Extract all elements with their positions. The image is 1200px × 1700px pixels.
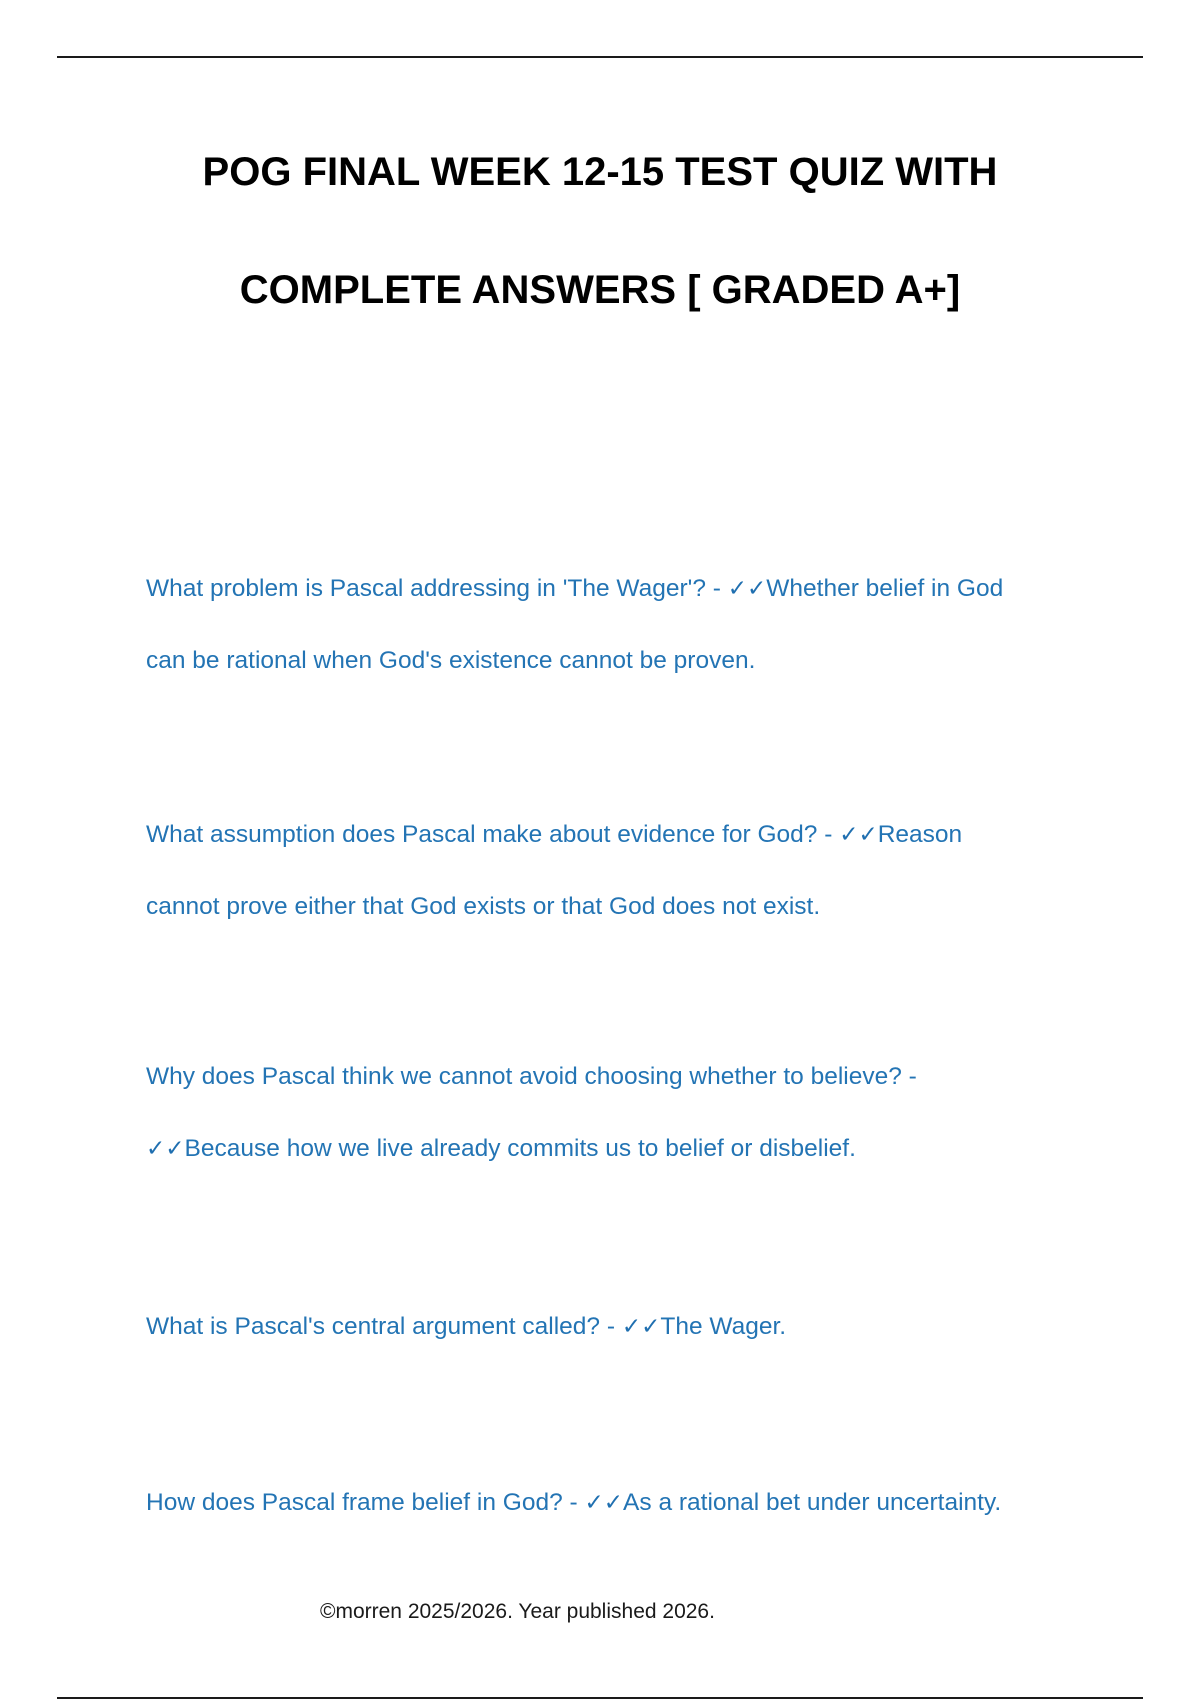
qa-item-3-line-2 [146,1134,856,1164]
bottom-rule [57,1697,1143,1699]
qa-item-4-line-1 [146,1312,786,1342]
double-check-icon: ✓✓ [839,822,878,848]
question-text: What assumption does Pascal make about evidence for God? - [146,821,840,848]
qa-item-2-line-1 [146,820,962,850]
double-check-icon: ✓✓ [146,1136,185,1162]
question-text: What problem is Pascal addressing in 'The Wager'? - [146,575,728,602]
copyright-footer: ©morren 2025/2026. Year published 2026. [320,1600,715,1623]
qa-item-3-line-1 [146,1062,917,1092]
question-text: Why does Pascal think we cannot avoid choosing whether to believe? - [146,1063,917,1090]
qa-item-5-line-1 [146,1488,1001,1518]
answer-text: Whether belief in God [766,575,1004,602]
double-check-icon: ✓✓ [727,576,767,602]
double-check-icon: ✓✓ [621,1314,661,1340]
question-text: How does Pascal frame belief in God? - [146,1489,585,1516]
top-rule [57,56,1143,58]
page-title-line-1: POG FINAL WEEK 12-15 TEST QUIZ WITH [202,150,998,194]
question-text: What is Pascal's central argument called? - [146,1313,622,1340]
answer-text: The Wager. [660,1313,787,1340]
answer-text: cannot prove either that God exists or that God does not exist. [146,893,821,920]
qa-item-1-line-2 [146,646,755,676]
qa-item-1-line-1 [146,574,1003,604]
qa-item-2-line-2 [146,892,820,922]
page-title-line-2: COMPLETE ANSWERS [ GRADED A+] [239,268,961,312]
answer-text: As a rational bet under uncertainty. [623,1489,1002,1516]
answer-text: Because how we live already commits us to belief or disbelief. [184,1135,856,1162]
answer-text: Reason [877,821,963,848]
answer-text: can be rational when God's existence cannot be proven. [146,647,756,674]
double-check-icon: ✓✓ [584,1490,624,1516]
